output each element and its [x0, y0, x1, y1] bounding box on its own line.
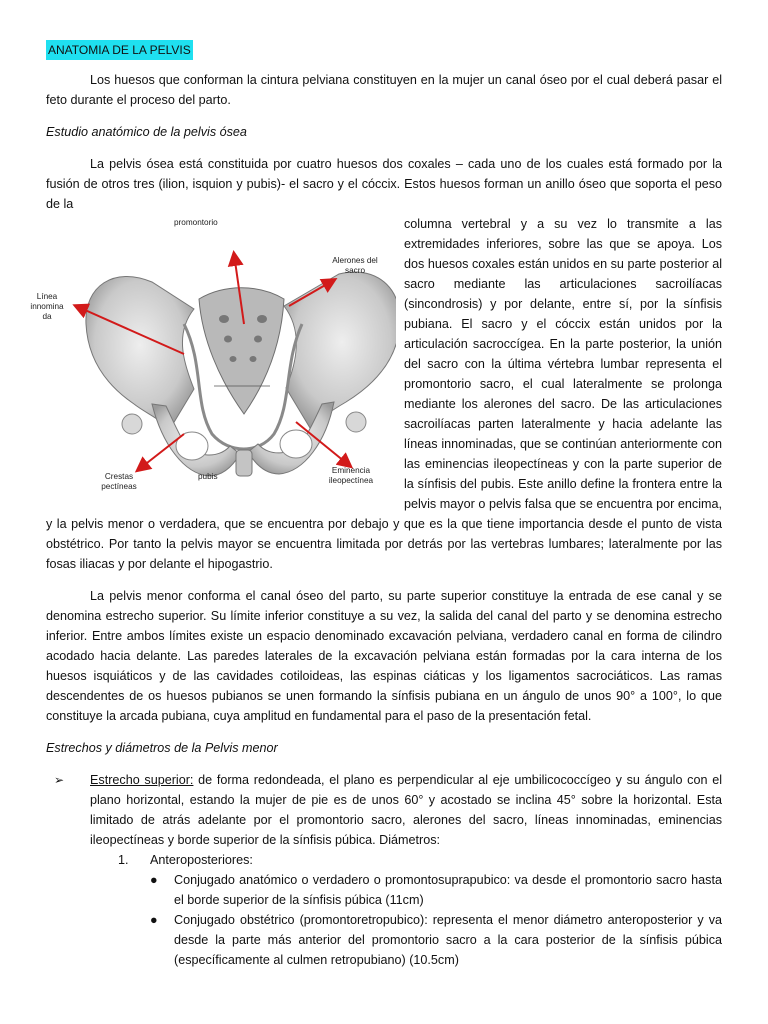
list-item-conjugado-anatomico [46, 870, 722, 910]
paragraph-pelvis-osea-start: La pelvis ósea está constituida por cuatro huesos dos coxales – cada uno de los cuales está formado por la fusión de otros tres (ilion, isquion y pubis)- el sacro y el cóccix. Estos huesos forman un anillo óseo que soporta el peso de la [46, 157, 722, 211]
term-estrecho-superior: Estrecho superior: [90, 773, 194, 787]
document-title: ANATOMIA DE LA PELVIS [46, 40, 193, 60]
list-item-conjugado-obstetrico [46, 910, 722, 970]
arrow-bullet-icon: ➢ [54, 773, 65, 787]
intro-paragraph: Los huesos que conforman la cintura pelviana constituyen en la mujer un canal óseo por el cual deberá pasar el feto durante el proceso del parto. [46, 73, 722, 107]
text-conjugado-anatomico: Conjugado anatómico o verdadero o promontosuprapubico: va desde el promontorio sacro hasta el borde superior de la sínfisis púbica (11cm) [174, 873, 722, 907]
label-alerones-del-sacro: Alerones del sacro [332, 256, 378, 275]
list-item-estrecho-superior [46, 770, 722, 870]
estrechos-list [46, 770, 722, 870]
diametros-list [90, 850, 722, 870]
label-pubis: pubis [198, 472, 218, 481]
text-estrecho-superior: de forma redondeada, el plano es perpendicular al eje umbilicococcígeo y su ángulo con el plano horizontal, estando la mujer de pie es de unos 60° y acostado se inclina 45° sobre la horizontal. Esta limitado de atrás adelante por el promontorio sacro, alerones del sacro, líneas innominadas, eminencias ileopectíneas y borde superior de la sínfisis púbica. Diámetros: [90, 773, 723, 847]
section-heading-estudio: Estudio anatómico de la pelvis ósea [46, 125, 247, 139]
bullet-dot-icon: ● [150, 873, 158, 887]
paragraph-pelvis-menor: La pelvis menor conforma el canal óseo del parto, su parte superior constituye la entrada de ese canal y se denomina estrecho superior. Su límite inferior constituye a su vez, la salida del canal del parto y se denomina estrecho inferior. Entre ambos límites existe un espacio denominado excavación pelviana, verdadero canal en forma de cilindro acodado hacia delante. Las paredes laterales de la excavación pelviana están formadas por la cara interna de los huesos isquiáticos y de las cavidades cotiloideas, las espinas ciáticas y los ligamentos sacrociáticos. Las ramas descendentes de os huesos pubianos se unen formando la sínfisis pubiana en un ángulo de unos 90° a 100°, lo que constituye la arcada pubiana, cuya amplitud en fundamental para el paso de la presentación fetal. [46, 589, 722, 723]
text-anteroposteriores: Anteroposteriores: [150, 853, 253, 867]
label-linea-innominada: Línea innomina da [30, 292, 64, 321]
list-number: 1. [118, 853, 129, 867]
conjugados-list [46, 870, 722, 970]
section-heading-estrechos: Estrechos y diámetros de la Pelvis menor [46, 741, 278, 755]
bullet-dot-icon: ● [150, 913, 158, 927]
pelvis-figure [30, 214, 396, 504]
label-promontorio: promontorio [174, 218, 218, 227]
list-item-anteroposteriores [90, 850, 722, 870]
document-page [30, 40, 723, 970]
label-crestas-pectineas: Crestas pectíneas [101, 472, 137, 491]
paragraph-pelvis-osea-continued: columna vertebral y a su vez lo transmite a las extremidades inferiores, sobre las que se apoya. Los dos huesos coxales están unidos en su parte posterior al sacro mediante las articulaciones sacroilíacas (sincondrosis) y por delante, entre sí, por la sínfisis pubiana. El sacro y el cóccix están unidos por la articulación sacroccígea. En la parte posterior, la unión del sacro con la última vértebra lumbar representa el promontorio sacro, el cual lateralmente se prolonga mediante los alerones del sacro. De las articulaciones sacroilíacas parten lateralmente y hacia adelante las líneas innominadas, que se continúan anteriormente con las eminencias ileopectíneas y con la parte superior de la sínfisis del pubis. Este anillo define la frontera entre la pelvis mayor o pelvis falsa que se encuentra por encima, y la pelvis menor o verdadera, que se encuentra por debajo y que es la que tiene importancia desde el punto de vista obstétrico. Por tanto la pelvis mayor se encuentra limitada por detrás por las vertebras lumbares; lateralmente por las fosas iliacas y por delante el hipogastrio. [46, 217, 722, 571]
text-conjugado-obstetrico: Conjugado obstétrico (promontoretropubico): representa el menor diámetro anteroposterior y va desde la parte más anterior del promontorio sacro a la cara posterior de la sínfisis púbica (específicamente al culmen retropubiano) (10.5cm) [174, 913, 722, 967]
label-eminencia-ileopectinea: Eminencia ileopectínea [328, 466, 374, 485]
